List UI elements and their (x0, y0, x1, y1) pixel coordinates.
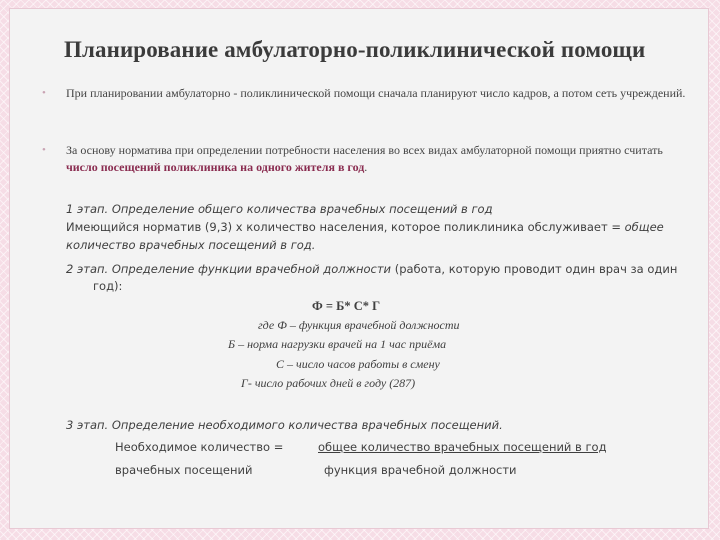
slide (10, 9, 708, 528)
stage3-heading: 3 этап. Определение необходимого количества врачебных посещений. (66, 418, 503, 432)
formula: Ф = Б* С* Г (312, 299, 381, 313)
bullet-icon: • (42, 87, 46, 99)
bullet-text-end: . (364, 160, 368, 174)
stage2-heading-note: (работа, которую проводит один врач за один (391, 262, 678, 276)
formula-legend-b: Б – норма нагрузки врачей на 1 час приёма (228, 337, 447, 351)
highlighted-term: число посещений поликлиника на одного жителя в год (66, 160, 365, 174)
fraction-numerator: общее количество врачебных посещений в год (318, 440, 607, 454)
formula-legend-f: где Ф – функция врачебной должности (258, 318, 460, 332)
stage2-heading-cont: год): (93, 279, 123, 293)
page-title: Планирование амбулаторно-поликлинической помощи (64, 37, 646, 62)
fraction-left-bottom: врачебных посещений (115, 463, 253, 477)
stage1-line1 (66, 220, 664, 234)
bullet-text: При планировании амбулаторно - поликлинической помощи сначала планируют число кадров, а потом сеть учреждений. (66, 86, 686, 100)
stage1-line1-text: Имеющийся норматив (9,3) х количество населения, которое поликлиника обслуживает (66, 220, 608, 234)
stage1-line2: количество врачебных посещений в год. (66, 238, 316, 252)
stage1-heading: 1 этап. Определение общего количества врачебных посещений в год (66, 202, 493, 216)
bullet-text-start: За основу норматива при определении потребности населения во всех видах амбулаторной помощи приятно считать (66, 143, 663, 157)
stage2-heading (66, 262, 677, 276)
fraction-denominator: функция врачебной должности (324, 463, 517, 477)
bullet-text (66, 142, 696, 176)
stage1-line1-result: = общее (607, 220, 664, 234)
bullet-icon: • (42, 144, 46, 156)
stage2-heading-title: 2 этап. Определение функции врачебной должности (66, 262, 392, 276)
formula-legend-c: С – число часов работы в смену (276, 357, 440, 371)
formula-legend-g: Г- число рабочих дней в году (287) (241, 376, 416, 390)
fraction-left-top: Необходимое количество = (115, 440, 284, 454)
